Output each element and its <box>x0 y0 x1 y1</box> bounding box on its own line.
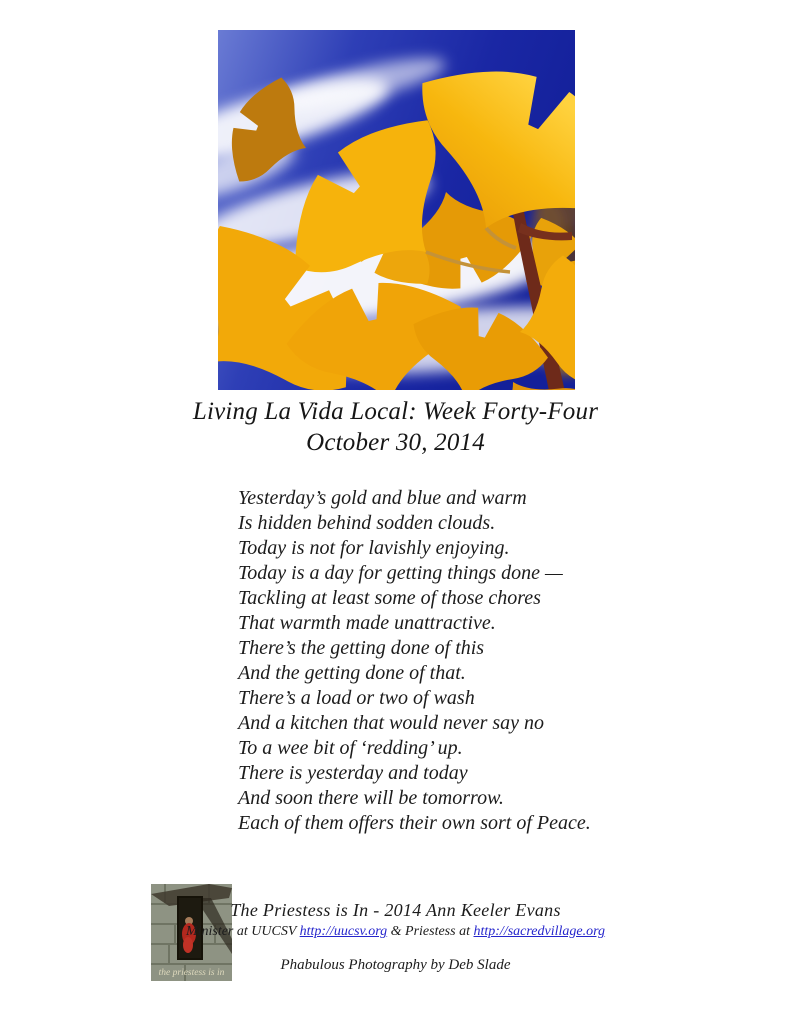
footer <box>0 899 791 975</box>
poem-line: Yesterday’s gold and blue and warm <box>238 487 527 509</box>
badge-caption: the priestess is in <box>158 968 225 978</box>
footer-affiliation <box>0 922 791 942</box>
page-title <box>0 396 791 458</box>
poem-line: Today is not for lavishly enjoying. <box>238 537 510 559</box>
link-sacredvillage[interactable]: http://sacredvillage.org <box>473 924 606 939</box>
affiliation-prefix: Minister at UUCSV <box>185 924 300 939</box>
poem-line: And the getting done of that. <box>238 662 466 684</box>
title-line: Living La Vida Local: Week Forty-Four <box>192 398 599 425</box>
ginkgo-photo-art <box>218 30 575 390</box>
poem <box>238 486 668 836</box>
poem-line: Today is a day for getting things done — <box>238 562 563 584</box>
poem-line: There’s a load or two of wash <box>238 687 475 709</box>
affiliation-middle: & Priestess at <box>387 924 474 939</box>
poem-line: Each of them offers their own sort of Peace. <box>238 812 591 834</box>
poem-line: That warmth made unattractive. <box>238 612 496 634</box>
link-uucsv[interactable]: http://uucsv.org <box>299 924 388 939</box>
poem-line: Tackling at least some of those chores <box>238 587 541 609</box>
title-date: October 30, 2014 <box>306 429 485 456</box>
poem-line: There is yesterday and today <box>238 762 468 784</box>
photo-credit: Phabulous Photography by Deb Slade <box>280 957 511 973</box>
poem-line: To a wee bit of ‘redding’ up. <box>238 737 463 759</box>
poem-line: And a kitchen that would never say no <box>238 712 545 734</box>
poem-line: And soon there will be tomorrow. <box>238 787 504 809</box>
poem-line: There’s the getting done of this <box>238 637 485 659</box>
footer-byline: The Priestess is In - 2014 Ann Keeler Evans <box>230 900 561 920</box>
poem-line: Is hidden behind sodden clouds. <box>238 512 496 534</box>
ginkgo-photo <box>218 30 575 390</box>
